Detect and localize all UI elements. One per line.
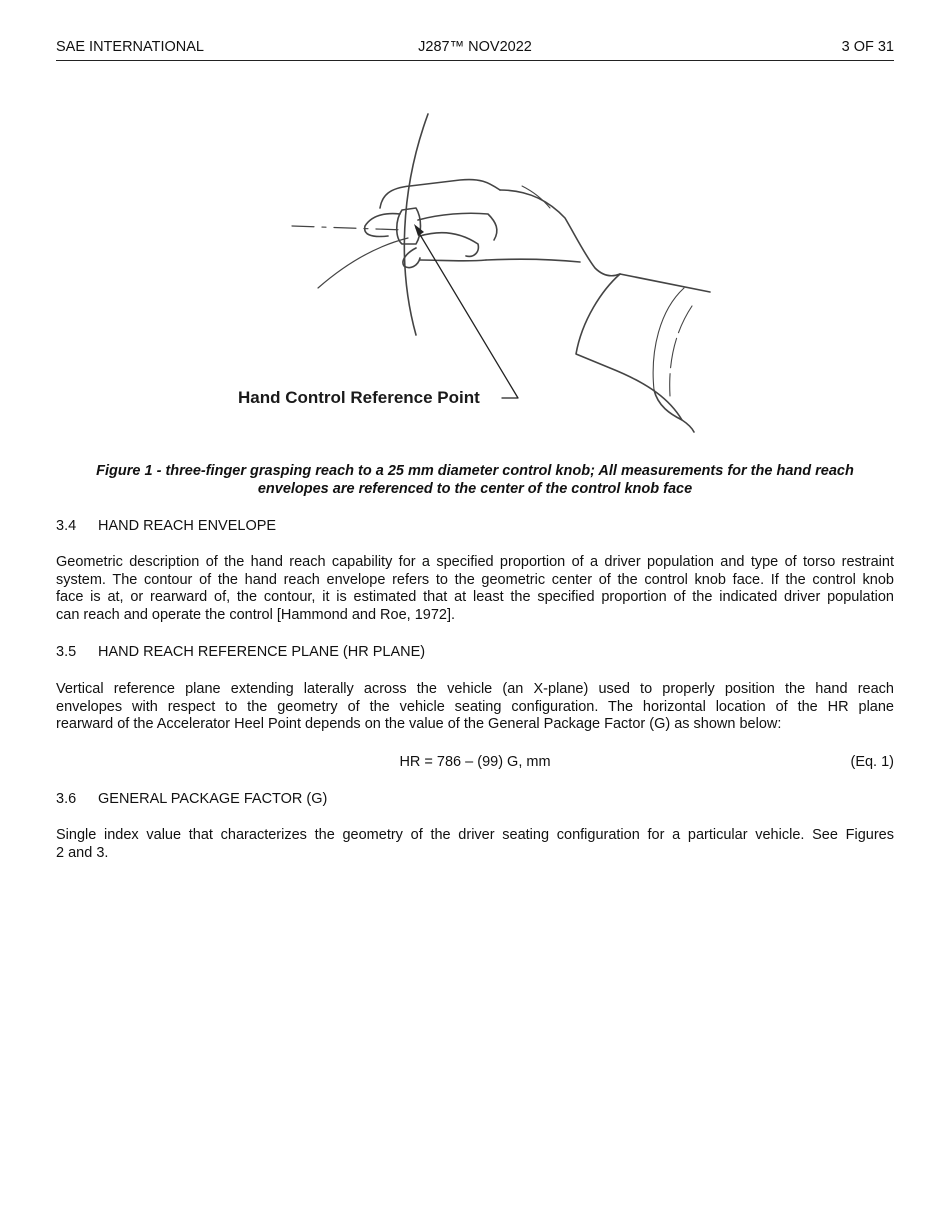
paragraph-3-4 xyxy=(56,554,894,624)
section-heading-3-5 xyxy=(56,644,425,660)
reach-arc xyxy=(404,114,428,335)
paragraph-line: envelopes with respect to the geometry of the vehicle seating configuration. The horizontal location of the HR plane xyxy=(56,698,894,715)
section-title: HAND REACH ENVELOPE xyxy=(98,518,277,534)
section-number: 3.6 xyxy=(56,791,77,807)
reach-line xyxy=(318,238,408,288)
section-number: 3.4 xyxy=(56,518,77,534)
index-finger xyxy=(380,179,500,208)
equation-body: HR = 786 – (99) G, mm xyxy=(399,754,551,770)
paragraph-line: Vertical reference plane extending laterally across the vehicle (an X-plane) used to properly position the hand reach xyxy=(56,681,894,697)
paragraph-line: rearward of the Accelerator Heel Point depends on the value of the General Package Factor (G) as shown below: xyxy=(56,716,782,732)
thumb xyxy=(365,214,400,237)
page-header xyxy=(56,38,894,61)
section-title: GENERAL PACKAGE FACTOR (G) xyxy=(98,791,328,807)
header-page-number: 3 OF 31 xyxy=(841,39,894,55)
header-document-id: J287™ NOV2022 xyxy=(418,39,532,55)
section-title: HAND REACH REFERENCE PLANE (HR PLANE) xyxy=(98,644,426,660)
reference-point-label: Hand Control Reference Point xyxy=(238,388,480,407)
section-heading-3-6 xyxy=(56,791,327,807)
knob-axis-line xyxy=(292,226,405,230)
caption-line: Figure 1 - three-finger grasping reach to a 25 mm diameter control knob; All measurements for the hand reach xyxy=(96,463,854,479)
paragraph-line: face is at, or rearward of, the contour, it is estimated that at least the specified proportion of the indicated driver population xyxy=(56,589,894,605)
equation-1 xyxy=(56,754,894,772)
paragraph-line: 2 and 3. xyxy=(56,844,109,861)
paragraph-line: Geometric description of the hand reach capability for a specified proportion of a driver population and type of torso restraint xyxy=(56,554,894,570)
section-number: 3.5 xyxy=(56,644,77,660)
equation-number: (Eq. 1) xyxy=(850,754,894,770)
reference-point-leader xyxy=(416,228,518,398)
paragraph-3-6 xyxy=(56,827,894,862)
header-organization: SAE INTERNATIONAL xyxy=(56,39,204,55)
reference-point-arrowhead xyxy=(414,224,424,236)
paragraph-3-5 xyxy=(56,681,894,734)
cuff xyxy=(576,274,682,420)
paragraph-line: system. The contour of the hand reach envelope refers to the geometric center of the control knob face. If the control knob xyxy=(56,571,894,588)
caption-line: envelopes are referenced to the center of the control knob face xyxy=(257,481,693,497)
figure-hand-illustration xyxy=(230,110,720,440)
hand-back xyxy=(500,190,620,276)
paragraph-line: can reach and operate the control [Hammond and Roe, 1972]. xyxy=(56,606,456,623)
paragraph-line: Single index value that characterizes the geometry of the driver seating configuration for a particular vehicle. See Figures xyxy=(56,827,894,843)
section-heading-3-4 xyxy=(56,518,276,534)
figure-caption xyxy=(56,462,894,498)
